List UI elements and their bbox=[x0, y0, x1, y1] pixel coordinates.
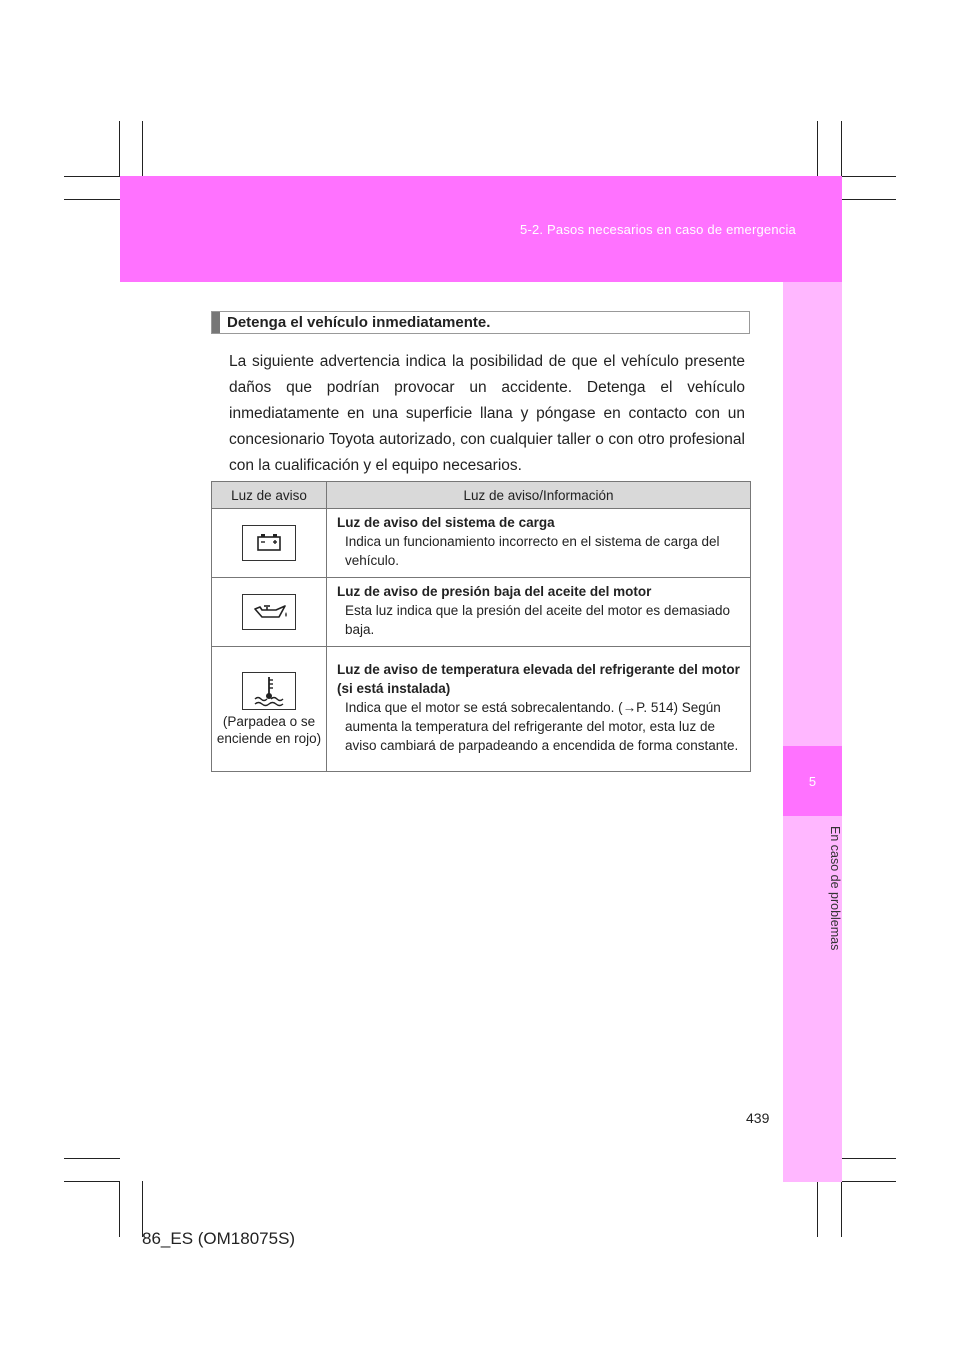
crop-mark bbox=[64, 199, 120, 200]
page-number: 439 bbox=[746, 1110, 770, 1126]
crop-mark bbox=[817, 121, 818, 176]
info-cell bbox=[327, 509, 751, 578]
column-header-light: Luz de aviso bbox=[212, 482, 327, 509]
crop-mark bbox=[119, 1181, 120, 1237]
icon-cell bbox=[212, 578, 327, 647]
section-heading-marker bbox=[212, 312, 220, 333]
chapter-number: 5 bbox=[783, 746, 842, 816]
section-title: Detenga el vehículo inmediatamente. bbox=[227, 314, 491, 331]
crop-mark bbox=[841, 121, 842, 176]
info-cell bbox=[327, 647, 751, 772]
crop-mark bbox=[142, 121, 143, 176]
coolant-temperature-icon bbox=[242, 672, 296, 710]
intro-paragraph: La siguiente advertencia indica la posibilidad de que el vehículo presente daños que podrían provocar un accidente. Detenga el vehículo inmediatamente en una superficie llana y póngase en contacto con un concesionario Toyota autorizado, con cualquier taller o con otro profesional con la cualificación y el equipo necesarios. bbox=[229, 353, 745, 474]
crop-mark bbox=[842, 176, 896, 177]
table-row bbox=[212, 578, 751, 647]
crop-mark bbox=[64, 1158, 120, 1159]
battery-icon bbox=[242, 525, 296, 561]
crop-mark bbox=[64, 1181, 120, 1182]
crop-mark bbox=[842, 199, 896, 200]
warning-title: Luz de aviso de temperatura elevada del refrigerante del motor (si está instalada) bbox=[337, 662, 740, 696]
crop-mark bbox=[817, 1181, 818, 1237]
chapter-title-text: En caso de problemas bbox=[828, 826, 842, 951]
chapter-title bbox=[783, 826, 842, 976]
info-cell bbox=[327, 578, 751, 647]
warning-title: Luz de aviso del sistema de carga bbox=[337, 515, 555, 530]
crop-mark bbox=[64, 176, 120, 177]
table-row bbox=[212, 647, 751, 772]
crop-mark bbox=[842, 1181, 896, 1182]
warning-description: Indica que el motor se está sobrecalentando. (→P. 514) Según aumenta la temperatura del refrigerante del motor, esta luz de aviso cambiará de parpadeando a encendida de forma constante. bbox=[345, 700, 739, 753]
column-header-info: Luz de aviso/Información bbox=[327, 482, 751, 509]
oil-can-icon bbox=[242, 594, 296, 630]
table-row bbox=[212, 509, 751, 578]
header-band bbox=[120, 176, 842, 282]
section-heading bbox=[211, 311, 750, 334]
crop-mark bbox=[842, 1158, 896, 1159]
icon-note: (Parpadea o se enciende en rojo) bbox=[216, 713, 322, 746]
header-section-title: 5-2. Pasos necesarios en caso de emergencia bbox=[520, 222, 796, 237]
warning-description: Esta luz indica que la presión del aceite del motor es demasiado baja. bbox=[345, 603, 730, 637]
warning-title: Luz de aviso de presión baja del aceite del motor bbox=[337, 584, 652, 599]
footer-code: 86_ES (OM18075S) bbox=[142, 1229, 296, 1248]
warning-light-table bbox=[211, 481, 751, 772]
icon-cell bbox=[212, 509, 327, 578]
table-header-row bbox=[212, 482, 751, 509]
crop-mark bbox=[841, 1181, 842, 1237]
side-tab bbox=[783, 282, 842, 1182]
warning-description: Indica un funcionamiento incorrecto en el sistema de carga del vehículo. bbox=[345, 534, 720, 568]
crop-mark bbox=[119, 121, 120, 176]
icon-cell bbox=[212, 647, 327, 772]
